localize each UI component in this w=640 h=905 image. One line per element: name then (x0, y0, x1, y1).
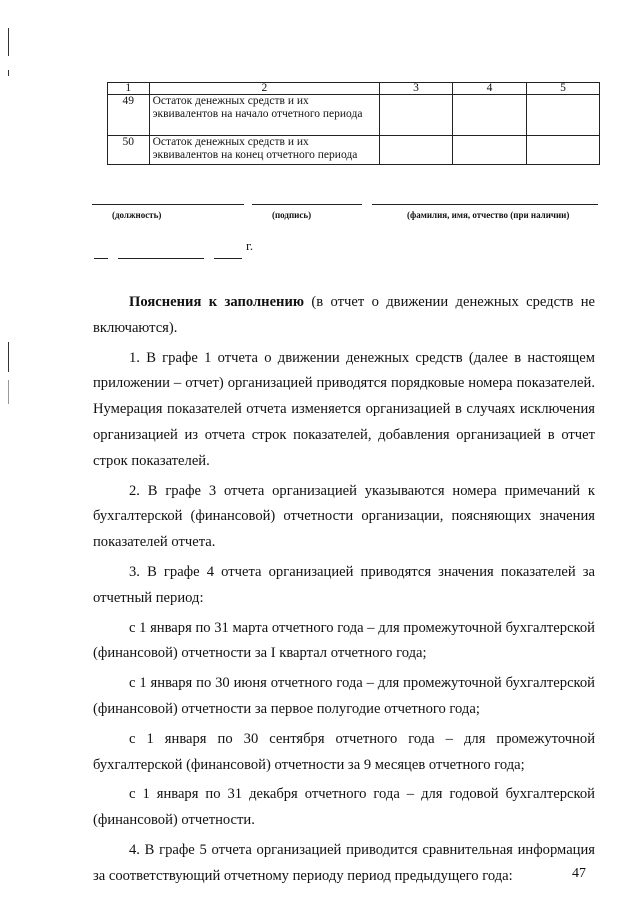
cash-flow-table (107, 82, 600, 165)
row-code: 50 (108, 136, 150, 165)
explanations-title: Пояснения к заполнению (129, 294, 305, 310)
scan-mark (8, 70, 9, 76)
table-row (108, 136, 600, 165)
row-cell (380, 95, 453, 136)
row-cell (526, 136, 599, 165)
name-label: (фамилия, имя, отчество (при наличии) (407, 210, 570, 220)
row-cell (453, 95, 527, 136)
paragraph: с 1 января по 31 марта отчетного года – для промежуточной бухгалтерской (финансовой) отчетности за I квартал отчетного года; (93, 619, 595, 662)
scan-mark (8, 342, 9, 372)
row-cell (380, 136, 453, 165)
name-line (372, 204, 598, 205)
header-col-1: 1 (108, 83, 150, 95)
scan-mark (8, 380, 9, 404)
page-number: 47 (572, 866, 586, 881)
paragraph: с 1 января по 31 декабря отчетного года – для годовой бухгалтерской (финансовой) отчетности. (93, 786, 595, 829)
row-cell (453, 136, 527, 165)
row-label: Остаток денежных средств и их эквивалентов на начало отчетного периода (149, 95, 379, 136)
row-label: Остаток денежных средств и их эквивалентов на конец отчетного периода (149, 136, 379, 165)
paragraph: 4. В графе 5 отчета организацией приводится сравнительная информация за соответствующий отчетному периоду период предыдущего года: (93, 841, 595, 884)
paragraph: 3. В графе 4 отчета организацией приводятся значения показателей за отчетный период: (93, 563, 595, 606)
header-col-5: 5 (526, 83, 599, 95)
explanations-heading (93, 290, 595, 342)
signature-label: (подпись) (272, 210, 312, 220)
paragraph: с 1 января по 30 июня отчетного года – для промежуточной бухгалтерской (финансовой) отчетности за первое полугодие отчетного года; (93, 675, 595, 717)
date-suffix: г. (246, 238, 254, 253)
date-day-line (94, 248, 108, 259)
header-col-3: 3 (380, 83, 453, 95)
position-line (92, 204, 244, 205)
paragraph: 1. В графе 1 отчета о движении денежных средств (далее в настоящем приложении – отчет) организацией приводятся порядковые номера показателей. Нумерация показателей отчета изменяется организацией в случаях исключения организацией из отчета строк показателей, добавления организацией в отчет строк показателей. (93, 349, 595, 469)
scan-mark (8, 28, 9, 56)
header-col-2: 2 (149, 83, 379, 95)
table-row (108, 95, 600, 136)
date-month-line (118, 248, 204, 259)
position-label: (должность) (112, 210, 162, 220)
explanations-title-rest: (в отчет о движении денежных средств не включаются). (93, 294, 596, 336)
signature-line (252, 204, 362, 205)
table-header-row (108, 83, 600, 95)
explanations-text (93, 290, 595, 890)
header-col-4: 4 (453, 83, 527, 95)
row-code: 49 (108, 95, 150, 136)
date-year-line (214, 248, 242, 259)
row-cell (526, 95, 599, 136)
paragraph: с 1 января по 30 сентября отчетного года – для промежуточной бухгалтерской (финансовой) отчетности за 9 месяцев отчетного года; (93, 730, 595, 773)
paragraph: 2. В графе 3 отчета организацией указываются номера примечаний к бухгалтерской (финансовой) отчетности организации, поясняющих значения показателей отчета. (93, 482, 595, 551)
